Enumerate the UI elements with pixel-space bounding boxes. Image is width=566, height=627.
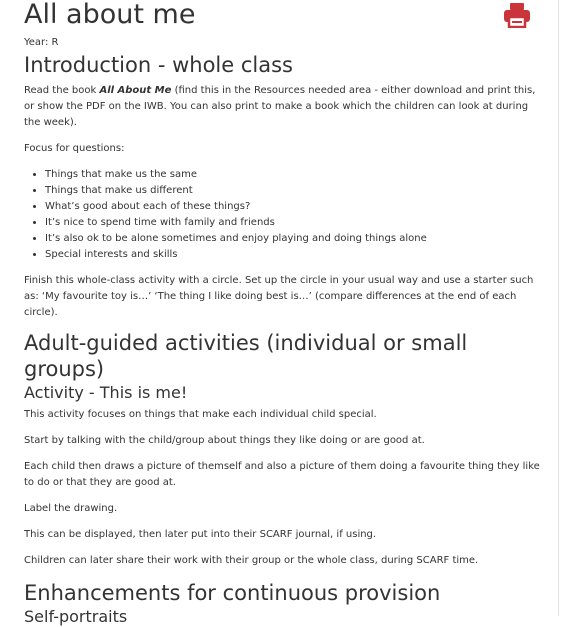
intro-text-start: Read the book <box>24 85 100 96</box>
page-title: All about me <box>24 0 196 30</box>
list-item: • What’s good about each of these things? <box>45 199 540 215</box>
list-item: • It’s nice to spend time with family and friends <box>45 215 540 231</box>
activity-paragraph: Label the drawing. <box>24 503 118 514</box>
list-item: • It’s also ok to be alone sometimes and enjoy playing and doing things alone <box>45 231 540 247</box>
year-label: Year: R <box>24 37 59 48</box>
page-edge-divider <box>558 0 559 616</box>
focus-label: Focus for questions: <box>24 143 125 154</box>
lesson-content <box>24 0 540 627</box>
intro-paragraph <box>24 83 540 131</box>
finish-paragraph: Finish this whole-class activity with a circle. Set up the circle in your usual way and use a starter such as: ‘My favourite toy is…’ ‘The thing I like doing best is…’ (compare differences at the end of each circle). <box>24 275 534 318</box>
activity-paragraph: Start by talking with the child/group about things they like doing or are good at. <box>24 435 425 446</box>
activity-paragraph: This can be displayed, then later put into their SCARF journal, if using. <box>24 529 377 540</box>
book-title: All About Me <box>99 85 172 96</box>
adult-heading: Adult-guided activities (individual or small groups) <box>24 331 468 381</box>
activity-heading: Activity - This is me! <box>24 383 188 402</box>
enhancements-heading: Enhancements for continuous provision <box>24 581 441 605</box>
activity-paragraph: Children can later share their work with their group or the whole class, during SCARF time. <box>24 555 479 566</box>
list-item: • Things that make us different <box>45 183 540 199</box>
intro-text-end: (find this in the Resources needed area - either download and print this, or show the PDF on the IWB. You can also print to make a book which the children can look at during the week). <box>24 85 536 128</box>
activity-paragraph: Each child then draws a picture of themself and also a picture of them doing a favourite thing they like to do or that they are good at. <box>24 461 540 488</box>
focus-list <box>24 167 540 263</box>
activity-paragraph: This activity focuses on things that make each individual child special. <box>24 409 377 420</box>
intro-heading: Introduction - whole class <box>24 53 293 77</box>
self-portraits-heading: Self-portraits <box>24 607 128 626</box>
list-item: • Special interests and skills <box>45 247 540 263</box>
list-item: • Things that make us the same <box>45 167 540 183</box>
